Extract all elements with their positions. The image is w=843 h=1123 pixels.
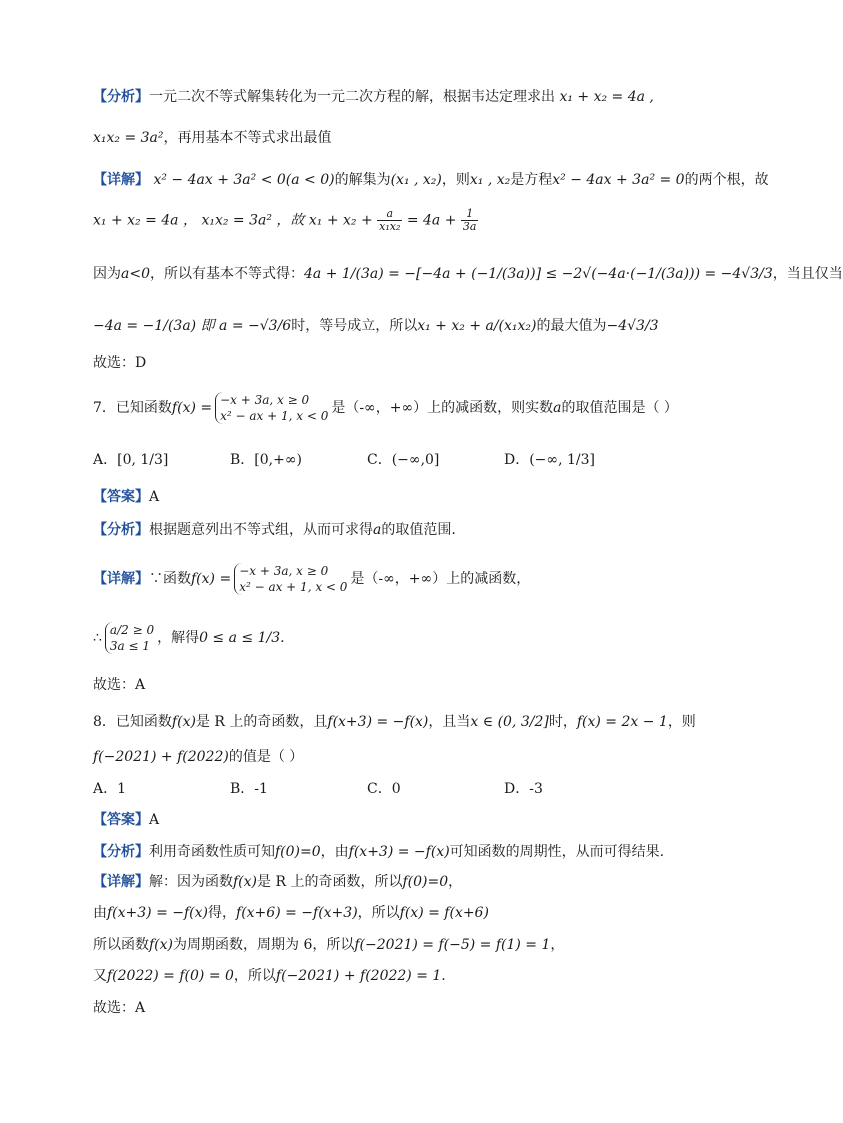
text: 又 (93, 968, 107, 984)
text: 是（-∞，+∞）上的减函数，则实数 (331, 400, 554, 416)
frac-den: 3a (462, 220, 477, 233)
text: ，当且仅当 (772, 266, 843, 282)
math-expr: f(−2021) + f(2022) (93, 749, 229, 765)
text: 的最大值为 (536, 318, 607, 334)
choice-c: C．(−∞,0] (367, 452, 440, 468)
text: 时， (548, 714, 577, 730)
fraction (377, 208, 402, 233)
math-expr: f(x+3) = −f(x) (107, 905, 209, 921)
text: 因为 (93, 266, 121, 282)
block1-line5 (93, 263, 843, 285)
choice-a: A．[0, 1/3] (93, 452, 169, 468)
text: ，所以有基本不等式得： (149, 266, 304, 282)
text: 可知函数的周期性，从而可得结果. (449, 844, 665, 860)
frac-num: 1 (461, 208, 479, 221)
detail-tag: 【详解】 (93, 874, 149, 890)
q7-detail (93, 563, 530, 595)
text: ，所以 (233, 968, 276, 984)
math-expr: f(x) (171, 714, 196, 730)
q7-result: 故选：A (93, 677, 146, 693)
system-eq: 3a ≤ 1 (109, 639, 151, 653)
choice-d: D．(−∞, 1/3] (504, 452, 595, 468)
text: 为周期函数，周期为 6，所以 (173, 937, 355, 953)
text: 的取值范围是（ ） (561, 400, 678, 416)
q7-answer (93, 486, 159, 508)
system-eq: a/2 ≥ 0 (109, 623, 155, 637)
vieta-product: x₁x₂ = 3a² (93, 130, 164, 146)
q8-detail3 (93, 934, 564, 956)
frac-den: x₁x₂ (379, 220, 401, 233)
inequality-chain: 4a + 1/(3a) = −[−4a + (−1/(3a))] ≤ −2√(−4a·(−1/(3a))) = −4√3/3 (303, 266, 773, 282)
math-expr: x₁ + x₂ + (308, 212, 373, 229)
math-expr: f(x) (233, 874, 258, 890)
text: 所以函数 (93, 937, 149, 953)
choice-b: B．[0,+∞) (230, 452, 302, 468)
q8-choices (93, 778, 641, 800)
math-expr: = 4a + (406, 212, 457, 229)
math-expr: f(x) = (191, 571, 232, 587)
math-expr: f(0)=0 (402, 874, 449, 890)
text: ， (448, 874, 463, 890)
detail-equation: x² − 4ax + 3a² = 0 (552, 172, 685, 188)
text: ∵函数 (149, 571, 191, 587)
text: ， (550, 937, 565, 953)
block1-detail-line (93, 169, 769, 191)
math-expr: f(2022) = f(0) = 0 (107, 968, 234, 984)
math-expr: f(x+3) = −f(x) (348, 844, 450, 860)
block1-line4 (93, 208, 478, 233)
math-var: a (373, 522, 382, 538)
piece: x² − ax + 1, x < 0 (239, 580, 348, 594)
detail-set: (x₁ , x₂) (390, 172, 442, 188)
math-expr: a<0 (121, 266, 150, 282)
math-expr: x ∈ (0, 3/2] (470, 714, 549, 730)
math-expr: 0 ≤ a ≤ 1/3. (199, 630, 285, 646)
therefore-symbol: ∴ (93, 630, 102, 646)
text: 时，等号成立，所以 (291, 318, 418, 334)
analysis-text: 一元二次不等式解集转化为一元二次方程的解，根据韦达定理求出 (149, 89, 555, 105)
analysis-tag: 【分析】 (93, 844, 149, 860)
answer-value: A (149, 812, 160, 828)
detail-roots: x₁ , x₂ (469, 172, 511, 188)
math-expr: f(x) (149, 937, 174, 953)
q8-result: 故选：A (93, 1000, 146, 1016)
q8-stem (93, 711, 696, 733)
math-var: a (553, 400, 562, 416)
detail-text: 的解集为 (334, 172, 391, 188)
math-expr: x₁ + x₂ + a/(x₁x₂) (417, 318, 537, 334)
detail-tag: 【详解】 (93, 571, 149, 587)
analysis-tag: 【分析】 (93, 89, 149, 105)
fraction (461, 208, 479, 233)
text: 是（-∞，+∞）上的减函数， (350, 571, 531, 587)
text: ，所以 (357, 905, 400, 921)
math-expr: f(x) = f(x+6) (399, 905, 489, 921)
analysis-tail: ，再用基本不等式求出最值 (163, 130, 332, 146)
text: 8．已知函数 (93, 714, 172, 730)
q8-answer (93, 809, 159, 831)
q8-detail1 (93, 871, 462, 893)
math-expr: f(−2021) + f(2022) = 1. (275, 968, 446, 984)
q8-detail4 (93, 965, 446, 987)
detail-inequality: x² − 4ax + 3a² < 0(a < 0) (153, 172, 335, 188)
piece: −x + 3a, x ≥ 0 (220, 393, 310, 407)
math-expr: f(x) = (171, 400, 213, 416)
piece: x² − ax + 1, x < 0 (220, 409, 329, 423)
analysis-tag: 【分析】 (93, 522, 149, 538)
max-value: −4√3/3 (606, 318, 659, 334)
piecewise-brace (215, 392, 328, 424)
text: 根据题意列出不等式组，从而可求得 (149, 522, 373, 538)
math-expr: f(x+3) = −f(x) (327, 714, 429, 730)
q7-analysis (93, 519, 456, 541)
math-expr: f(−2021) = f(−5) = f(1) = 1 (354, 937, 551, 953)
piece: −x + 3a, x ≥ 0 (239, 564, 329, 578)
q8-stem-line2 (93, 746, 303, 768)
q7-choices (93, 449, 641, 471)
math-expr: −4a = −1/(3a) 即 a = −√3/6 (93, 318, 292, 334)
text: ，则 (667, 714, 696, 730)
block1-analysis-line (93, 86, 654, 108)
answer-tag: 【答案】 (93, 489, 149, 505)
choice-a: A．1 (93, 781, 127, 797)
answer-tag: 【答案】 (93, 812, 149, 828)
math-expr: f(x+6) = −f(x+3) (236, 905, 358, 921)
q7-system (93, 622, 285, 654)
detail-tag: 【详解】 (93, 172, 149, 188)
q7-stem (93, 392, 678, 424)
choice-b: B．-1 (230, 781, 268, 797)
text: ，且当 (428, 714, 471, 730)
math-expr: f(x) = 2x − 1 (576, 714, 668, 730)
text: 是 R 上的奇函数，所以 (257, 874, 403, 890)
block1-analysis-line2 (93, 127, 332, 149)
text: 解：因为函数 (149, 874, 233, 890)
detail-text: ，则 (441, 172, 470, 188)
q8-detail2 (93, 902, 489, 924)
piecewise-brace (234, 563, 347, 595)
text: 是 R 上的奇函数，且 (195, 714, 328, 730)
text: ，解得 (157, 630, 200, 646)
math-expr: f(0)=0 (275, 844, 321, 860)
text: 由 (93, 905, 107, 921)
text: 得， (208, 905, 237, 921)
block1-result: 故选：D (93, 355, 147, 371)
text: 7．已知函数 (93, 400, 172, 416)
text: ，由 (320, 844, 349, 860)
choice-c: C．0 (367, 781, 401, 797)
text: 的值是（ ） (228, 749, 304, 765)
text: 利用奇函数性质可知 (149, 844, 275, 860)
text: 的取值范围. (381, 522, 456, 538)
math-expr: x₁x₂ = 3a² ，故 (201, 212, 305, 229)
block1-line6 (93, 315, 659, 337)
detail-text: 的两个根，故 (684, 172, 769, 188)
math-expr: x₁ + x₂ = 4a ， (93, 212, 197, 229)
system-brace (105, 622, 154, 654)
detail-text: 是方程 (510, 172, 553, 188)
vieta-sum: x₁ + x₂ = 4a , (559, 89, 654, 105)
choice-d: D．-3 (504, 781, 543, 797)
frac-num: a (377, 208, 402, 221)
answer-value: A (149, 489, 160, 505)
q8-analysis (93, 841, 664, 863)
